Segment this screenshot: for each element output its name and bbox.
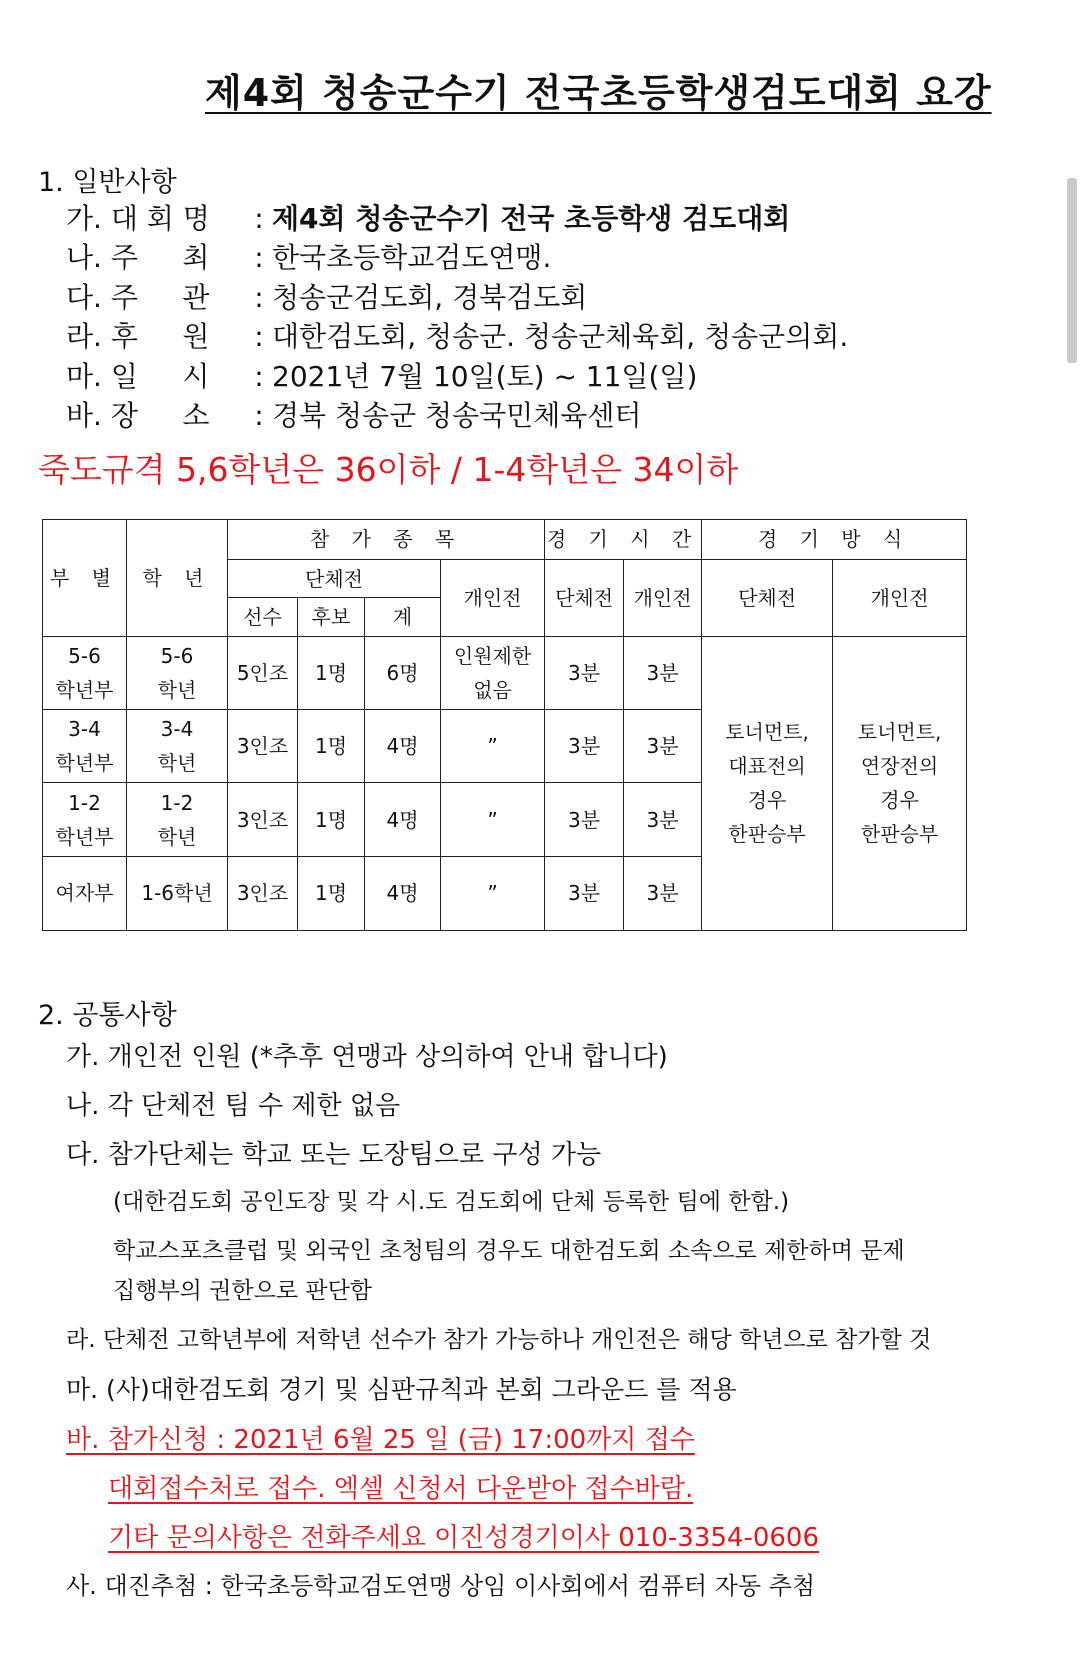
cell-players: 3인조 bbox=[228, 783, 298, 856]
info-label: 라. 후 원 bbox=[66, 320, 210, 353]
header-method: 경 기 방 식 bbox=[702, 520, 967, 560]
cell-method-team: 토너먼트, 대표전의 경우 한판승부 bbox=[702, 636, 833, 930]
section-general-heading: 1. 일반사항 bbox=[38, 167, 177, 198]
info-value: 2021년 7월 10일(토) ~ 11일(일) bbox=[272, 360, 698, 393]
common-item-da: 다. 참가단체는 학교 또는 도장팀으로 구성 가능 bbox=[66, 1140, 602, 1170]
cell-team-time: 3분 bbox=[545, 783, 624, 856]
cell-division: 여자부 bbox=[43, 856, 127, 930]
cell-total: 4명 bbox=[365, 710, 441, 783]
cell-subs: 1명 bbox=[298, 710, 365, 783]
cell-grade: 5-6 학년 bbox=[127, 636, 228, 709]
info-label: 다. 주 관 bbox=[66, 281, 210, 314]
info-row-sponsor bbox=[66, 315, 848, 355]
info-row-name bbox=[66, 197, 790, 237]
bamboo-sword-rule: 죽도규격 5,6학년은 36이하 / 1-4학년은 34이하 bbox=[38, 450, 739, 489]
cell-individual-time: 3분 bbox=[624, 636, 702, 709]
info-label: 가. 대 회 명 bbox=[66, 202, 210, 235]
cell-players: 3인조 bbox=[228, 856, 298, 930]
scrollbar[interactable] bbox=[1067, 178, 1077, 363]
cell-subs: 1명 bbox=[298, 856, 365, 930]
cell-individual-time: 3분 bbox=[624, 710, 702, 783]
cell-total: 4명 bbox=[365, 856, 441, 930]
common-item-ma: 마. (사)대한검도회 경기 및 심판규칙과 본회 그라운드 를 적용 bbox=[66, 1375, 737, 1404]
common-item-ba-submission: 대회접수처로 접수. 엑셀 신청서 다운받아 접수바람. bbox=[108, 1474, 694, 1504]
common-item-sa: 사. 대진추첨 : 한국초등학교검도연맹 상임 이사회에서 컴퓨터 자동 추첨 bbox=[66, 1572, 816, 1600]
cell-individual: ” bbox=[441, 710, 545, 783]
cell-method-individual: 토너먼트, 연장전의 경우 한판승부 bbox=[833, 636, 967, 930]
cell-individual-time: 3분 bbox=[624, 856, 702, 930]
info-row-organizer bbox=[66, 276, 587, 316]
header-method-team: 단체전 bbox=[702, 559, 833, 636]
header-method-individual: 개인전 bbox=[833, 559, 967, 636]
cell-team-time: 3분 bbox=[545, 856, 624, 930]
page-title: 제4회 청송군수기 전국초등학생검도대회 요강 bbox=[205, 71, 992, 115]
cell-division: 1-2 학년부 bbox=[43, 783, 127, 856]
section-common-heading: 2. 공통사항 bbox=[38, 1000, 177, 1031]
info-label: 나. 주 최 bbox=[66, 241, 210, 274]
header-grade: 학 년 bbox=[127, 520, 228, 637]
cell-team-time: 3분 bbox=[545, 636, 624, 709]
header-events: 참 가 종 목 bbox=[228, 520, 545, 560]
common-item-ra: 라. 단체전 고학년부에 저학년 선수가 참가 가능하나 개인전은 해당 학년으로 참가할 것 bbox=[66, 1327, 932, 1353]
info-colon: : bbox=[254, 281, 264, 314]
cell-grade: 1-6학년 bbox=[127, 856, 228, 930]
info-colon: : bbox=[254, 360, 264, 393]
header-subs: 후보 bbox=[298, 598, 365, 637]
info-row-venue bbox=[66, 394, 641, 434]
cell-subs: 1명 bbox=[298, 783, 365, 856]
info-row-date bbox=[66, 355, 697, 395]
header-team-event: 단체전 bbox=[228, 559, 441, 598]
info-label: 바. 장 소 bbox=[66, 399, 210, 432]
info-value: 제4회 청송군수기 전국 초등학생 검도대회 bbox=[272, 202, 791, 235]
cell-total: 4명 bbox=[365, 783, 441, 856]
common-item-da-note2b: 집행부의 권한으로 판단함 bbox=[113, 1278, 373, 1304]
info-value: 한국초등학교검도연맹. bbox=[272, 241, 552, 274]
common-item-na: 나. 각 단체전 팀 수 제한 없음 bbox=[66, 1091, 401, 1121]
header-time-individual: 개인전 bbox=[624, 559, 702, 636]
cell-division: 3-4 학년부 bbox=[43, 710, 127, 783]
common-item-da-note2a: 학교스포츠클럽 및 외국인 초청팀의 경우도 대한검도회 소속으로 제한하며 문제 bbox=[113, 1238, 905, 1264]
cell-individual: ” bbox=[441, 856, 545, 930]
competition-table bbox=[42, 519, 967, 931]
cell-division: 5-6 학년부 bbox=[43, 636, 127, 709]
header-time-team: 단체전 bbox=[545, 559, 624, 636]
cell-individual: ” bbox=[441, 783, 545, 856]
cell-grade: 1-2 학년 bbox=[127, 783, 228, 856]
cell-individual: 인원제한 없음 bbox=[441, 636, 545, 709]
info-colon: : bbox=[254, 202, 264, 235]
cell-grade: 3-4 학년 bbox=[127, 710, 228, 783]
info-value: 청송군검도회, 경북검도회 bbox=[272, 281, 588, 314]
info-value: 경북 청송군 청송국민체육센터 bbox=[272, 399, 642, 432]
common-item-ga: 가. 개인전 인원 (*추후 연맹과 상의하여 안내 합니다) bbox=[66, 1042, 668, 1072]
info-colon: : bbox=[254, 320, 264, 353]
info-row-host bbox=[66, 236, 551, 276]
cell-players: 5인조 bbox=[228, 636, 298, 709]
common-item-da-note1: (대한검도회 공인도장 및 각 시.도 검도회에 단체 등록한 팀에 한함.) bbox=[113, 1189, 790, 1215]
common-item-ba-deadline: 바. 참가신청 : 2021년 6월 25 일 (금) 17:00까지 접수 bbox=[66, 1425, 695, 1455]
cell-players: 3인조 bbox=[228, 710, 298, 783]
header-time: 경 기 시 간 bbox=[545, 520, 702, 560]
cell-total: 6명 bbox=[365, 636, 441, 709]
info-colon: : bbox=[254, 241, 264, 274]
header-division: 부 별 bbox=[43, 520, 127, 637]
header-individual-event: 개인전 bbox=[441, 559, 545, 636]
header-total: 계 bbox=[365, 598, 441, 637]
header-players: 선수 bbox=[228, 598, 298, 637]
info-colon: : bbox=[254, 399, 264, 432]
cell-subs: 1명 bbox=[298, 636, 365, 709]
common-item-ba-contact: 기타 문의사항은 전화주세요 이진성경기이사 010-3354-0606 bbox=[108, 1523, 819, 1553]
cell-team-time: 3분 bbox=[545, 710, 624, 783]
info-label: 마. 일 시 bbox=[66, 360, 210, 393]
cell-individual-time: 3분 bbox=[624, 783, 702, 856]
info-value: 대한검도회, 청송군. 청송군체육회, 청송군의회. bbox=[272, 320, 849, 353]
table-row bbox=[43, 636, 967, 709]
